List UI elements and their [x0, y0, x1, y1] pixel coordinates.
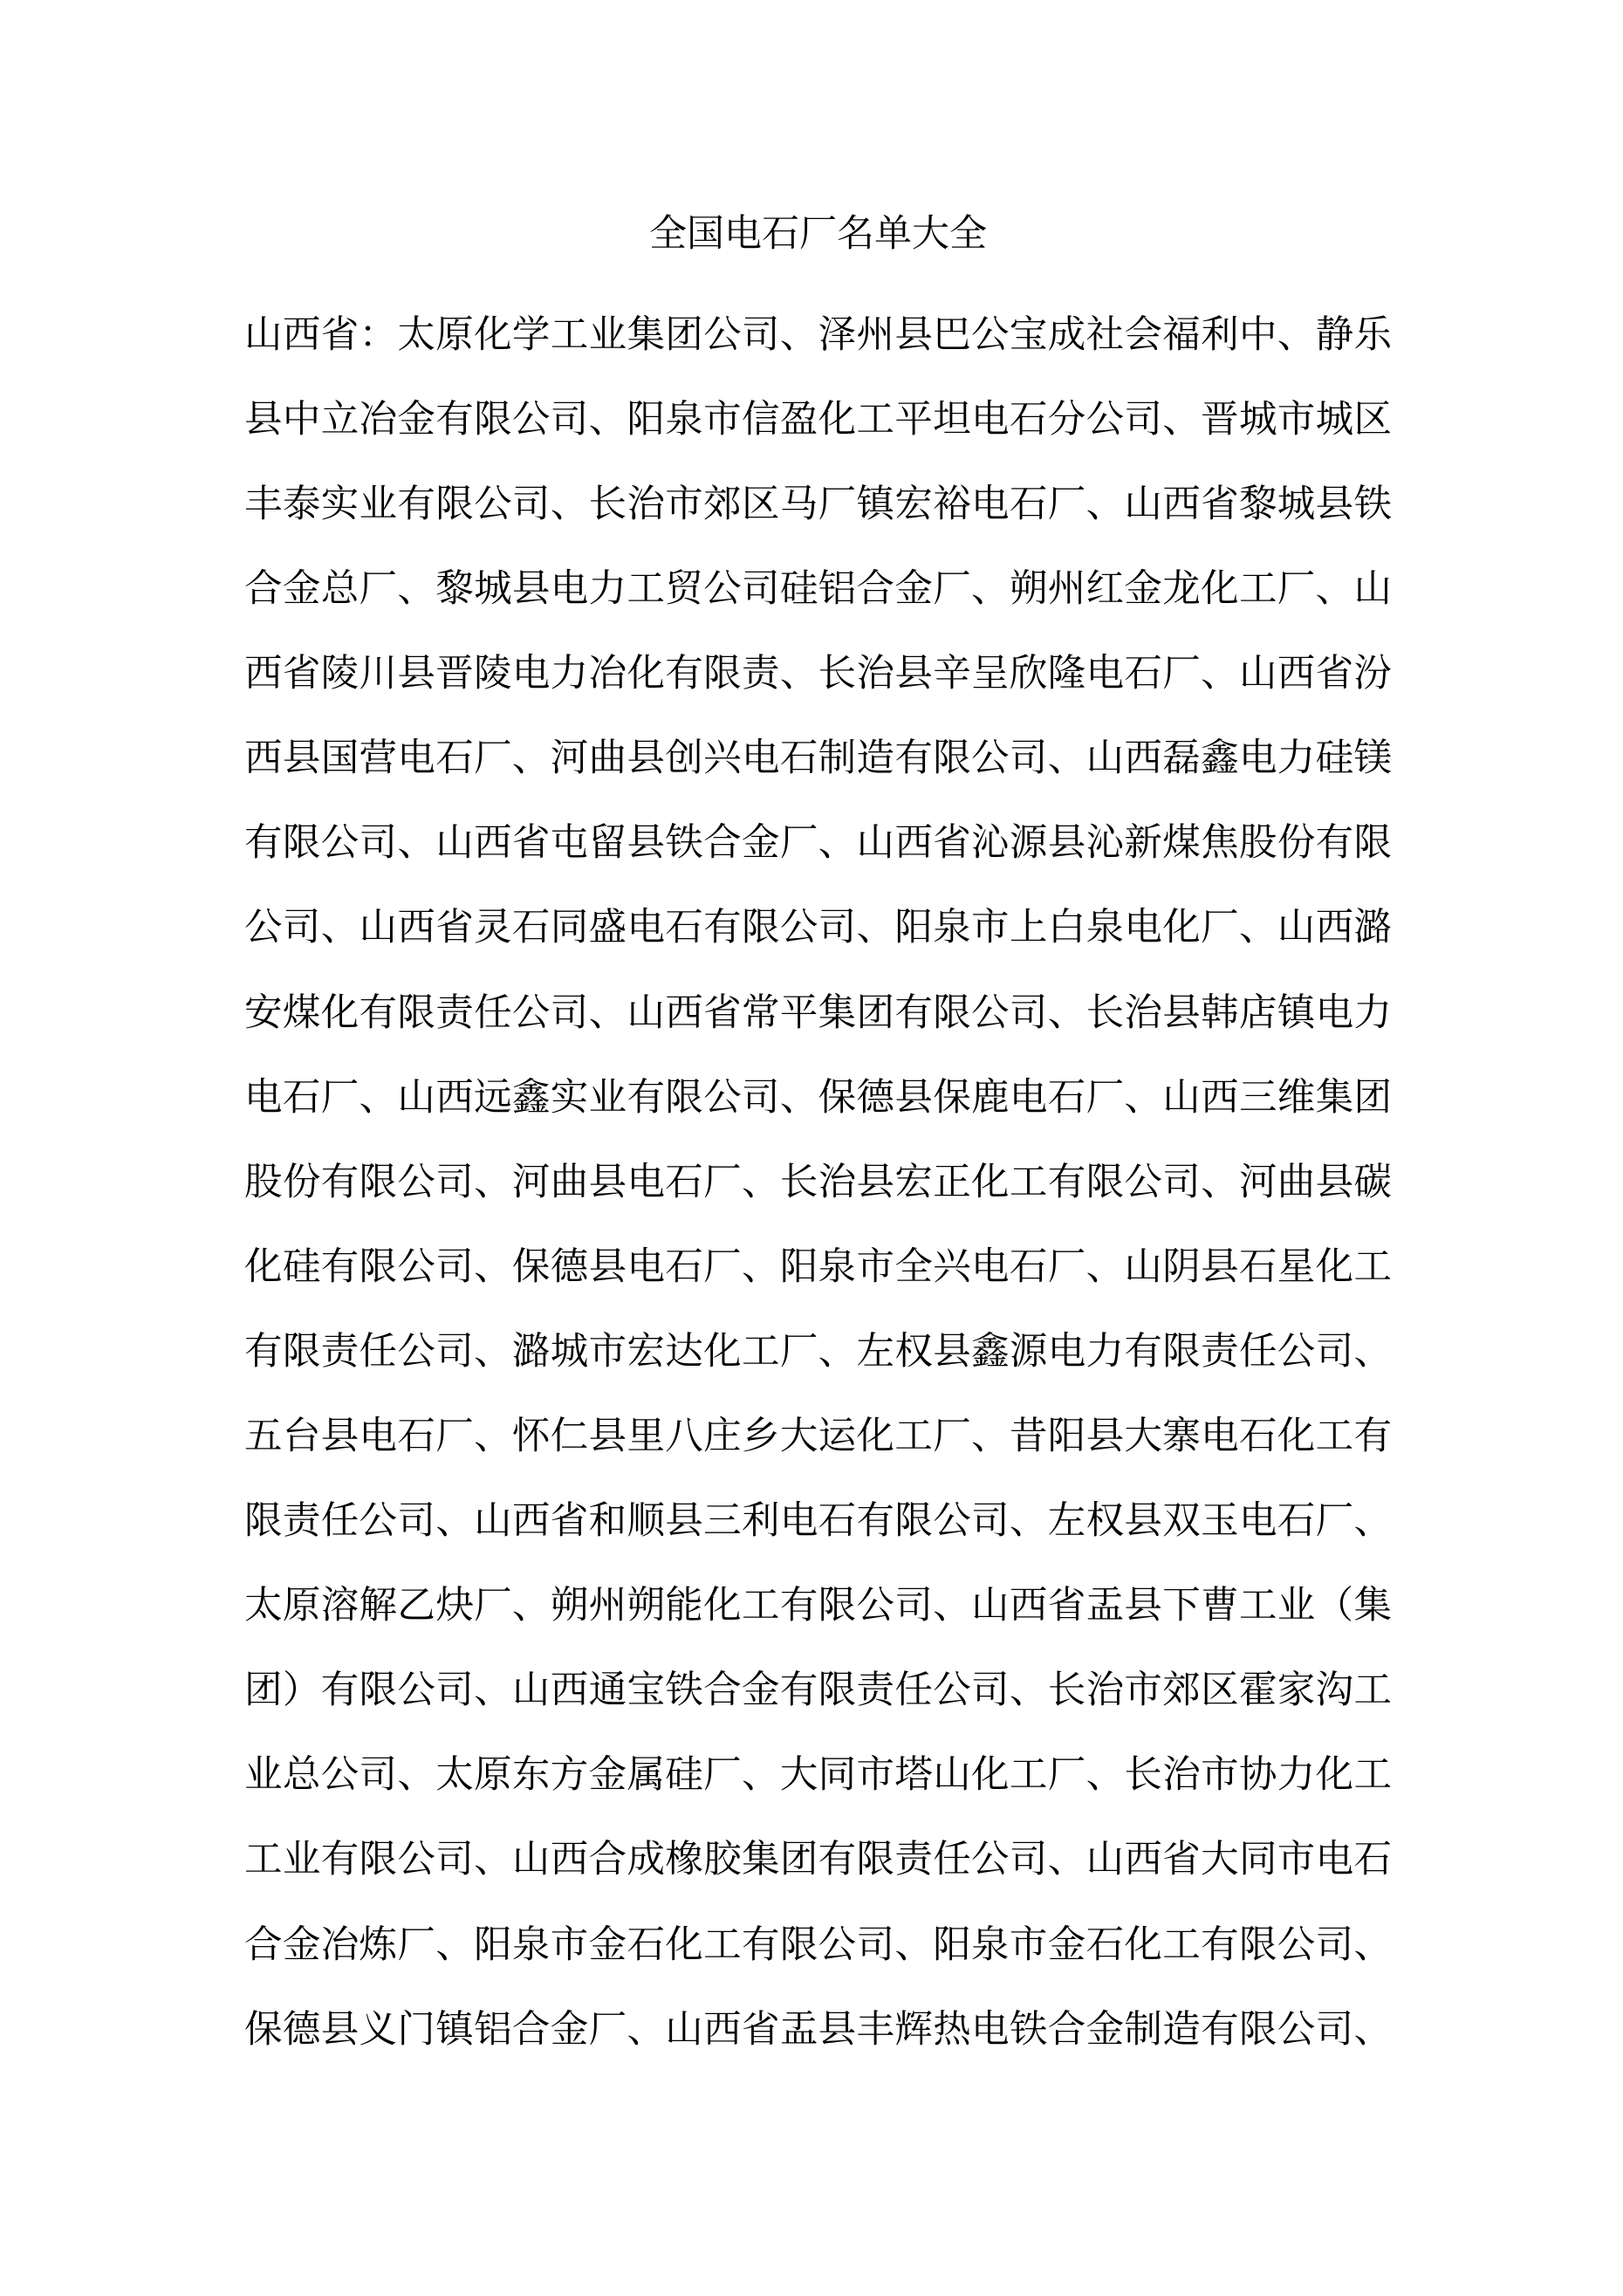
document-title: 全国电石厂名单大全 [649, 214, 987, 255]
text-line: 化 硅 有 限 公 司 、 保 德 县 电 石 厂 、 阳 泉 市 全 兴 电 石 厂 、 山 阴 县 石 星 化 工 [244, 1245, 1392, 1288]
text-line: 合 金 总 厂 、 黎 城 县 电 力 工 贸 公 司 硅 铝 合 金 厂 、 朔 州 红 金 龙 化 工 厂 、 山 [244, 568, 1392, 611]
text-line: 丰 泰 实 业 有 限 公 司 、 长 治 市 郊 区 马 厂 镇 宏 裕 电 石 厂 、 山 西 省 黎 城 县 铁 [244, 483, 1392, 525]
text-line: 五 台 县 电 石 厂 、 怀 仁 县 里 八 庄 乡 大 运 化 工 厂 、 昔 阳 县 大 寨 电 石 化 工 有 [244, 1415, 1392, 1458]
document-body [244, 293, 1392, 2073]
text-line: 有 限 公 司 、 山 西 省 屯 留 县 铁 合 金 厂 、 山 西 省 沁 源 县 沁 新 煤 焦 股 份 有 限 [244, 822, 1392, 865]
text-line: 西 县 国 营 电 石 厂 、 河 曲 县 创 兴 电 石 制 造 有 限 公 司 、 山 西 磊 鑫 电 力 硅 镁 [244, 737, 1392, 780]
text-line: 股 份 有 限 公 司 、 河 曲 县 电 石 厂 、 长 治 县 宏 正 化 工 有 限 公 司 、 河 曲 县 碳 [244, 1161, 1392, 1203]
text-line: 限 责 任 公 司 、 山 西 省 和 顺 县 三 利 电 石 有 限 公 司 、 左 权 县 双 玉 电 石 厂 、 [244, 1500, 1392, 1543]
text-line: 保 德 县 义 门 镇 铝 合 金 厂 、 山 西 省 盂 县 丰 辉 热 电 铁 合 金 制 造 有 限 公 司 、 [244, 2008, 1392, 2051]
text-line: 安 煤 化 有 限 责 任 公 司 、 山 西 省 常 平 集 团 有 限 公 司 、 长 治 县 韩 店 镇 电 力 [244, 991, 1392, 1034]
text-line: 太 原 溶 解 乙 炔 厂 、 朔 州 朔 能 化 工 有 限 公 司 、 山 西 省 盂 县 下 曹 工 业 （ 集 [244, 1585, 1392, 1628]
text-line: 合 金 冶 炼 厂 、 阳 泉 市 金 石 化 工 有 限 公 司 、 阳 泉 市 金 石 化 工 有 限 公 司 、 [244, 1923, 1392, 1966]
text-line: 业 总 公 司 、 太 原 东 方 金 属 硅 厂 、 大 同 市 塔 山 化 工 厂 、 长 治 市 协 力 化 工 [244, 1754, 1392, 1797]
text-line: 工 业 有 限 公 司 、 山 西 合 成 橡 胶 集 团 有 限 责 任 公 司 、 山 西 省 大 同 市 电 石 [244, 1839, 1392, 1881]
text-line: 有 限 责 任 公 司 、 潞 城 市 宏 达 化 工 厂 、 左 权 县 鑫 源 电 力 有 限 责 任 公 司 、 [244, 1330, 1392, 1373]
text-line: 公 司 、 山 西 省 灵 石 同 盛 电 石 有 限 公 司 、 阳 泉 市 上 白 泉 电 化 厂 、 山 西 潞 [244, 907, 1392, 949]
text-line: 电 石 厂 、 山 西 远 鑫 实 业 有 限 公 司 、 保 德 县 保 鹿 电 石 厂 、 山 西 三 维 集 团 [244, 1076, 1392, 1119]
text-line: 山 西 省 ： 太 原 化 学 工 业 集 团 公 司 、 泽 州 县 巴 公 宝 成 社 会 福 利 中 、 静 乐 [244, 313, 1392, 356]
text-line: 西 省 陵 川 县 晋 陵 电 力 冶 化 有 限 责 、 长 治 县 辛 呈 欣 隆 电 石 厂 、 山 西 省 汾 [244, 653, 1392, 696]
text-line: 县 中 立 冶 金 有 限 公 司 、 阳 泉 市 信 盈 化 工 平 坦 电 石 分 公 司 、 晋 城 市 城 区 [244, 398, 1392, 441]
text-line: 团 ） 有 限 公 司 、 山 西 通 宝 铁 合 金 有 限 责 任 公 司 、 长 治 市 郊 区 霍 家 沟 工 [244, 1669, 1392, 1712]
